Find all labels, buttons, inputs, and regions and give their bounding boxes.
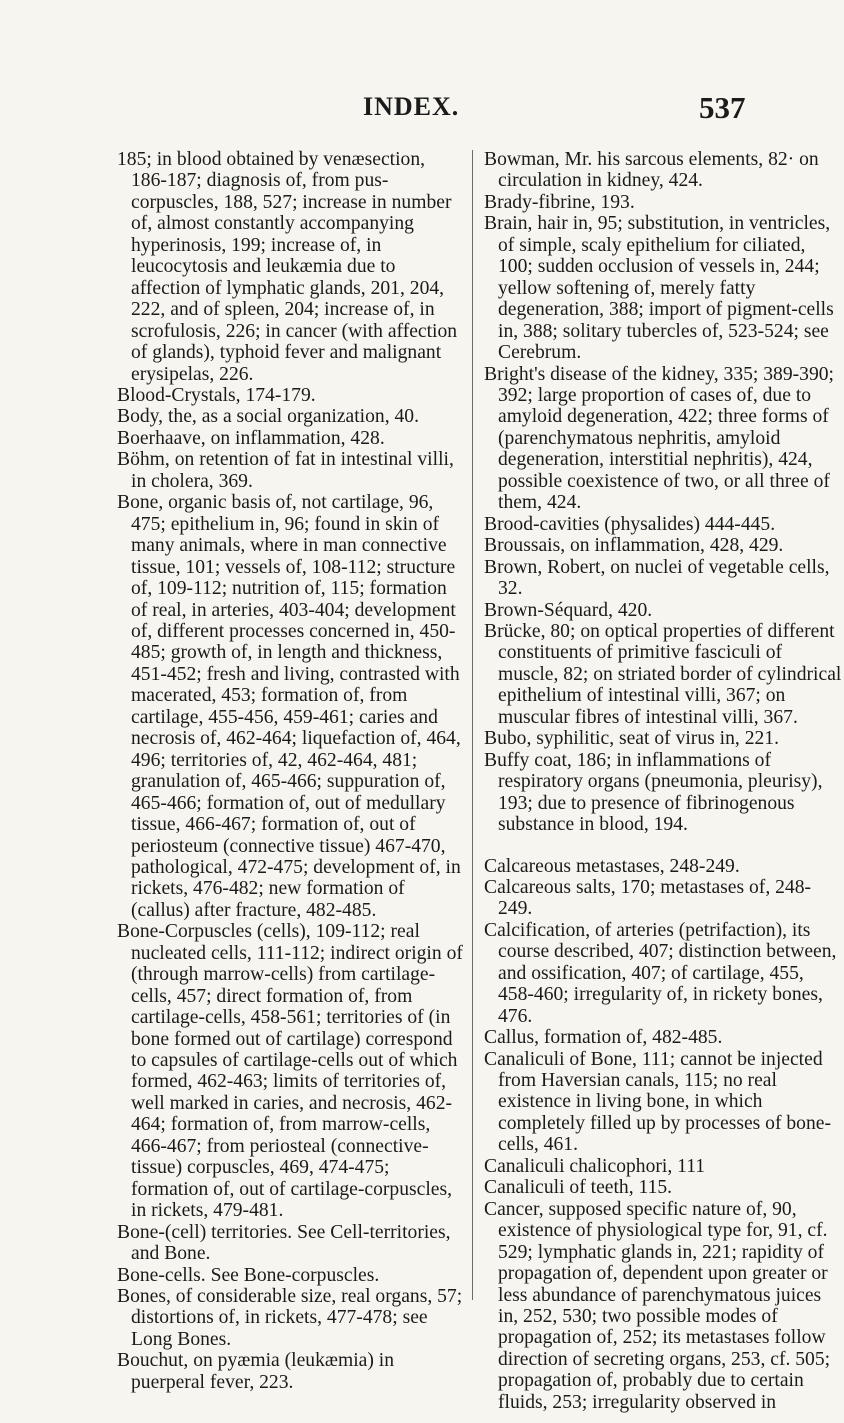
index-column-right [484, 149, 844, 1413]
index-entry: Calcification, of arteries (petrifaction), its course described, 407; distinction between, and ossification, 407; of cartilage, 455, 458-460; irregularity of, in rickety bones, 476. [484, 919, 837, 1027]
index-entry: Brain, hair in, 95; substitution, in ventricles, of simple, scaly epithelium for ciliated, 100; sudden occlusion of vessels in, 244; yellow softening of, merely fatty degeneration, 388; import of pigment-cells in, 388; solitary tubercles of, 523-524; see Cerebrum. [484, 213, 834, 364]
index-entry: Brown-Séquard, 420. [484, 599, 653, 621]
index-entry: Body, the, as a social organization, 40. [117, 406, 419, 428]
index-entry: Bone-(cell) territories. See Cell-territories, and Bone. [117, 1221, 451, 1265]
index-entry: Bones, of considerable size, real organs, 57; distortions of, in rickets, 477-478; see Long Bones. [117, 1286, 463, 1350]
page-header [0, 92, 800, 132]
index-entry: Callus, formation of, 482-485. [484, 1027, 723, 1049]
index-entry: Cancer, supposed specific nature of, 90, existence of physiological type for, 91, cf. 529; lymphatic glands in, 221; rapidity of propagation of, dependent upon greater or less abundance of parenchymatous juices in, 252, 530; two possible modes of propagation of, 252; its metastases follow direction of secreting organs, 253, cf. 505; propagation of, probably due to certain fluids, 253; irregularity observed in [484, 1198, 831, 1413]
index-entry: Bubo, syphilitic, seat of virus in, 221. [484, 728, 779, 750]
section-gap [484, 836, 844, 856]
index-entry: Bouchut, on pyæmia (leukæmia) in puerperal fever, 223. [117, 1350, 395, 1393]
index-entry: Canaliculi of Bone, 111; cannot be injected from Haversian canals, 115; no real existence in living bone, in which completely filled up by processes of bone-cells, 461. [484, 1048, 831, 1156]
index-entry: Bone, organic basis of, not cartilage, 96, 475; epithelium in, 96; found in skin of many animals, where in man connective tissue, 101; vessels of, 108-112; structure of, 109-112; nutrition of, 115; formation of real, in arteries, 403-404; development of, different processes concerned in, 450-485; growth of, in length and thickness, 451-452; fresh and living, contrasted with macerated, 453; formation of, from cartilage, 455-456, 459-461; caries and necrosis of, 462-464; liquefaction of, 464, 496; territories of, 42, 462-464, 481; granulation of, 465-466; suppuration of, 465-466; formation of, out of medullary tissue, 466-467; formation of, out of periosteum (connective tissue) 467-470, pathological, 472-475; development of, in rickets, 476-482; new formation of (callus) after fracture, 482-485. [117, 492, 461, 921]
index-entry: Calcareous salts, 170; metastases of, 248-249. [484, 876, 812, 920]
index-entry: Bright's disease of the kidney, 335; 389-390; 392; large proportion of cases of, due to amyloid degeneration, 422; three forms of (parenchymatous nephritis, amyloid degeneration, interstitial nephritis), 424, possible coexistence of two, or all three of them, 424. [484, 363, 834, 514]
index-entry: Broussais, on inflammation, 428, 429. [484, 535, 784, 557]
index-entry: Blood-Crystals, 174-179. [117, 384, 316, 406]
index-entry: Böhm, on retention of fat in intestinal villi, in cholera, 369. [117, 449, 454, 492]
column-divider [472, 150, 473, 1300]
index-entry: Bone-Corpuscles (cells), 109-112; real nucleated cells, 111-112; indirect origin of (through marrow-cells) from cartilage-cells, 457; direct formation of, from cartilage-cells, 458-561; territories of (in bone formed out of cartilage) correspond to capsules of cartilage-cells out of which formed, 462-463; limits of territories of, well marked in caries, and necrosis, 462-464; formation of, from marrow-cells, 466-467; from periosteal (connective-tissue) corpuscles, 469, 474-475; formation of, out of cartilage-corpuscles, in rickets, 479-481. [117, 921, 463, 1222]
index-entry-continuation: 185; in blood obtained by venæsection, 186-187; diagnosis of, from pus-corpuscles, 188, 527; increase in number of, almost constantly accompanying hyperinosis, 199; increase of, in leucocytosis and leukæmia due to affection of lymphatic glands, 201, 204, 222, and of spleen, 204; increase of, in scrofulosis, 226; in cancer (with affection of glands), typhoid fever and malignant erysipelas, 226. [117, 149, 458, 385]
index-entry: Brown, Robert, on nuclei of vegetable cells, 32. [484, 556, 830, 600]
index-entry: Buffy coat, 186; in inflammations of respiratory organs (pneumonia, pleurisy), 193; due to presence of fibrinogenous substance in blood, 194. [484, 749, 823, 836]
index-entry: Brady-fibrine, 193. [484, 191, 635, 213]
index-entry: Bone-cells. See Bone-corpuscles. [117, 1264, 380, 1286]
index-entry: Bowman, Mr. his sarcous elements, 82· on circulation in kidney, 424. [484, 149, 819, 192]
index-entry: Canaliculi chalicophori, 111 [484, 1155, 706, 1177]
running-title: INDEX. [363, 92, 460, 121]
index-entry: Boerhaave, on inflammation, 428. [117, 427, 385, 449]
index-column-left [117, 149, 465, 1393]
index-entry: Calcareous metastases, 248-249. [484, 855, 740, 877]
index-entry: Brücke, 80; on optical properties of different constituents of primitive fasciculi of muscle, 82; on striated border of cylindrical epithelium of intestinal villi, 367; on muscular fibres of intestinal villi, 367. [484, 620, 842, 728]
index-entry: Brood-cavities (physalides) 444-445. [484, 513, 776, 535]
index-entry: Canaliculi of teeth, 115. [484, 1177, 673, 1199]
page-number: 537 [699, 90, 746, 125]
